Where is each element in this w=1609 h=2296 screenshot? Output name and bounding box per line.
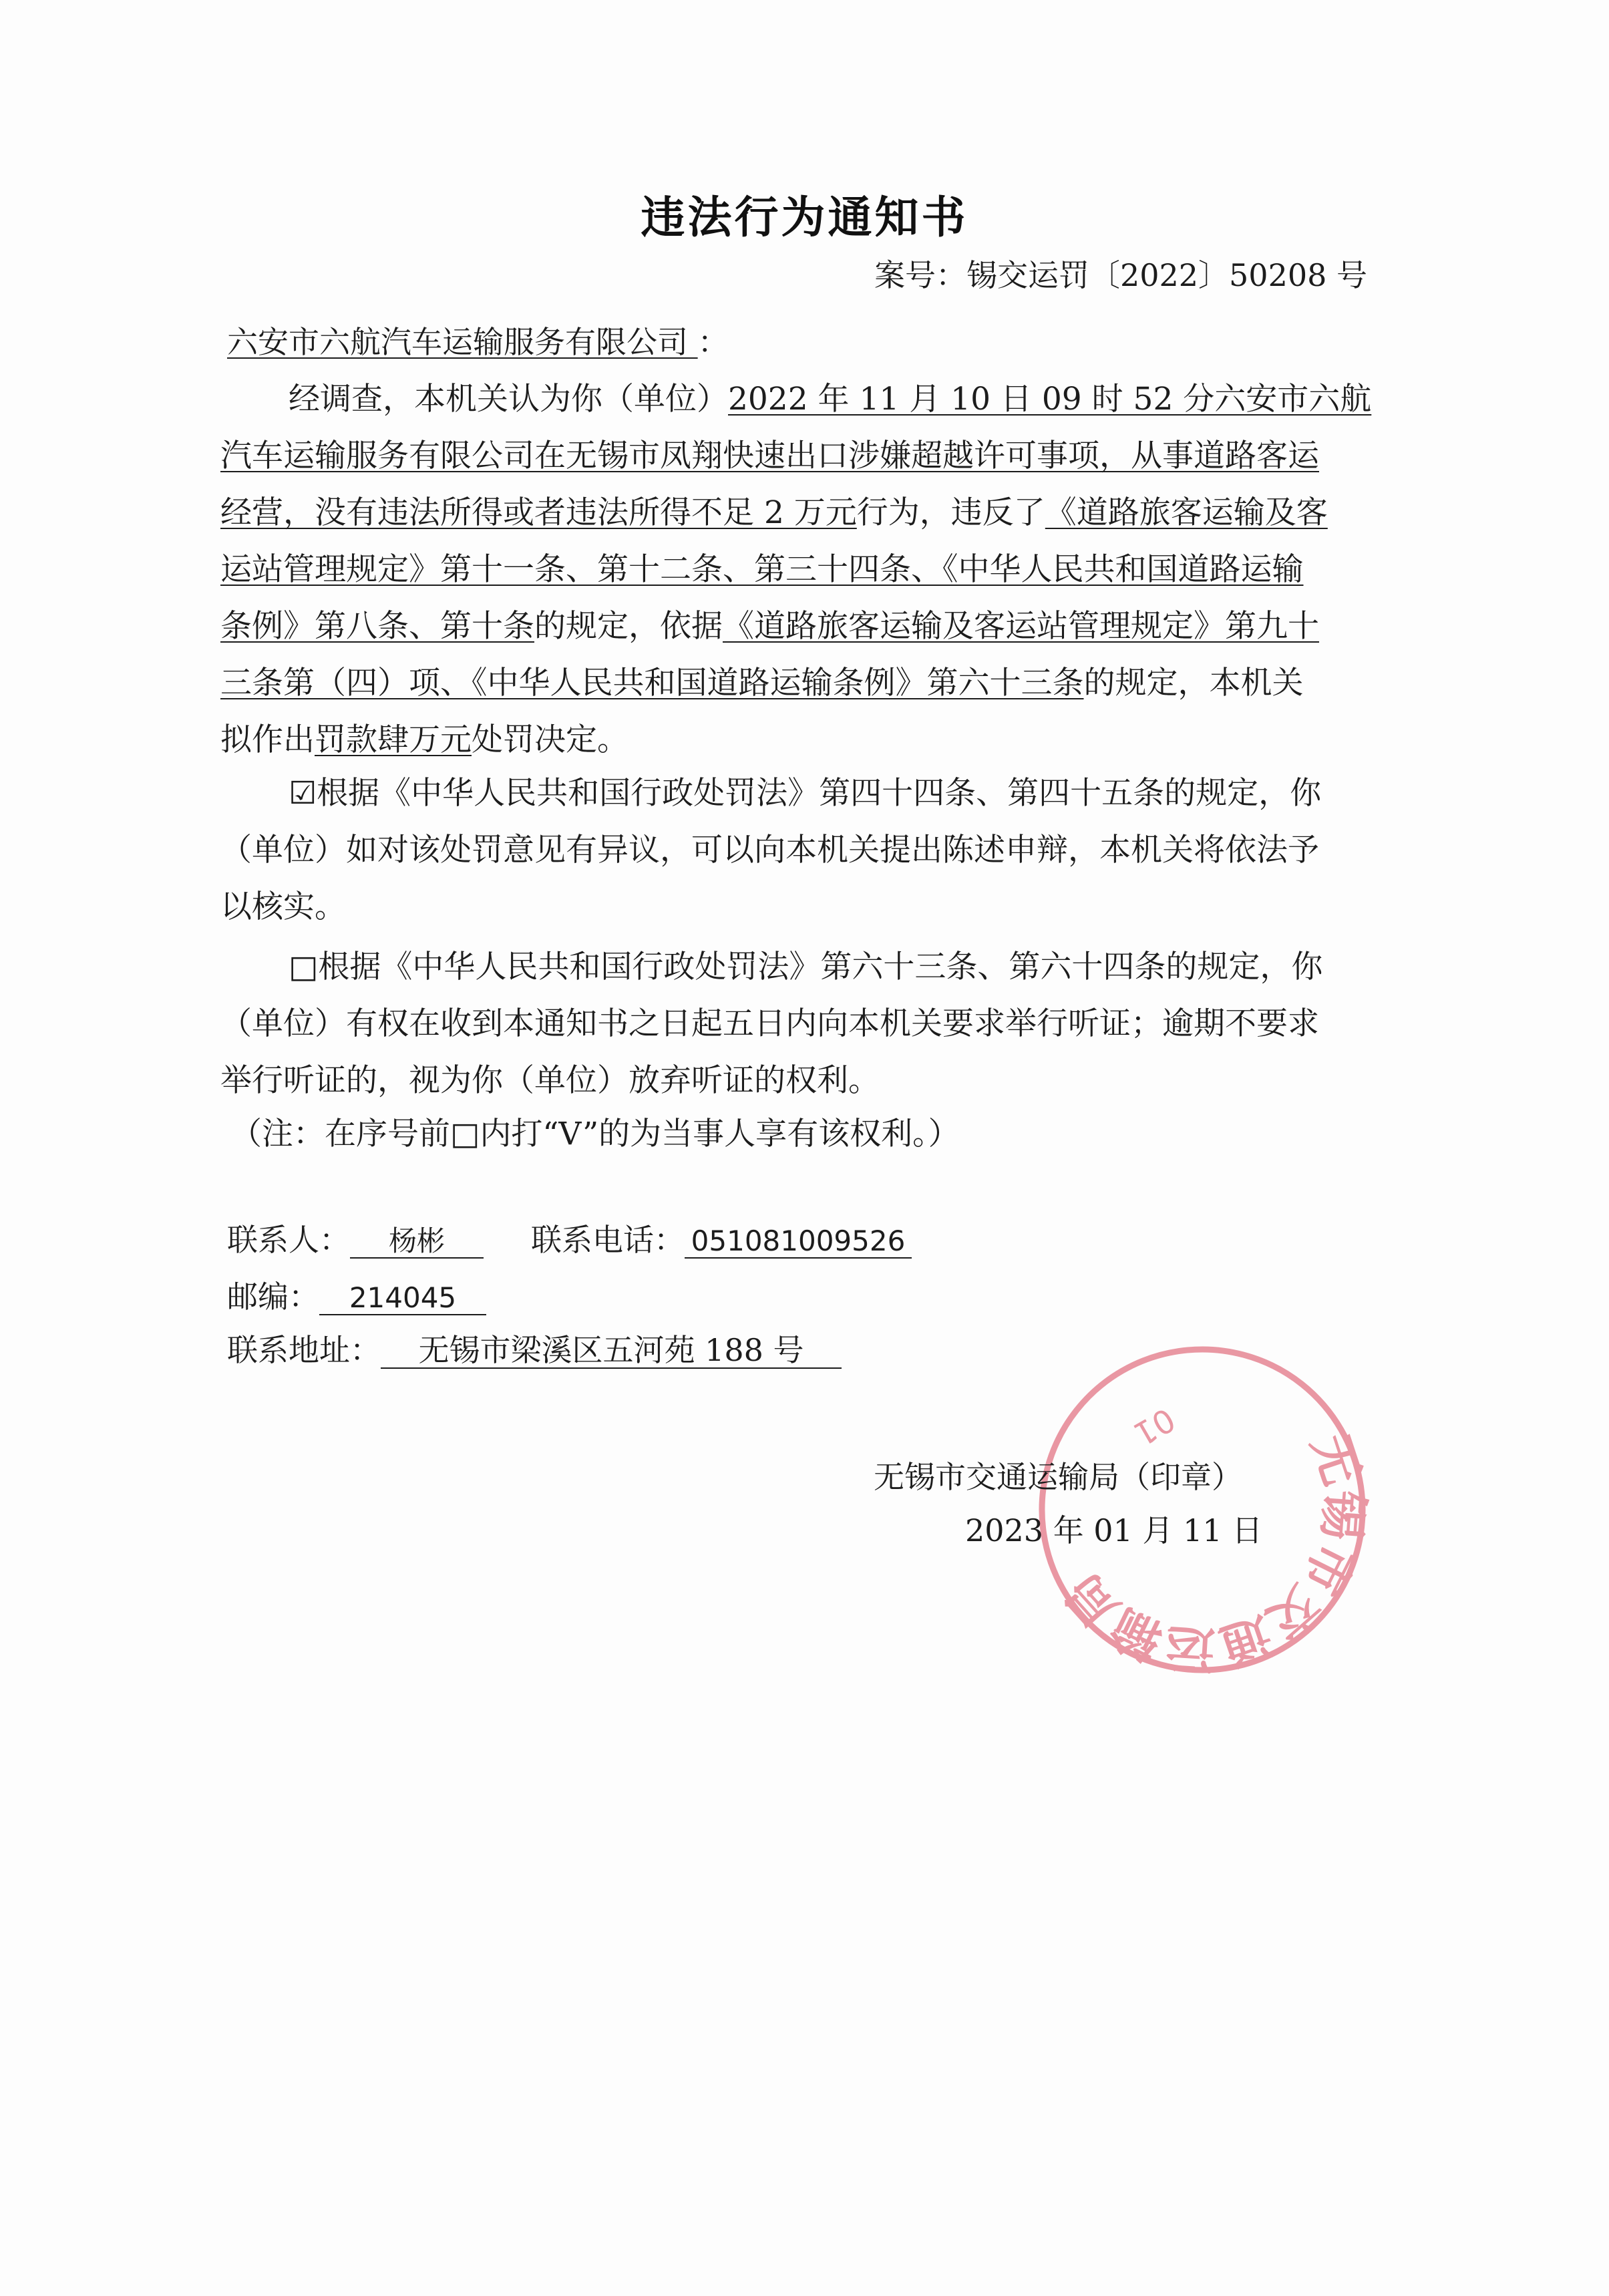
option-1-line bbox=[220, 825, 1319, 870]
text-span: 根据《中华人民共和国行政处罚法》第四十四条、第四十五条的规定，你 bbox=[317, 775, 1322, 812]
underlined-span: 条例》第八条、第十条 bbox=[220, 608, 534, 645]
underlined-span: 运站管理规定》第十一条、第十二条、第三十四条、《中华人民共和国道路运输 bbox=[220, 551, 1304, 588]
underlined-span: 经营，没有违法所得或者违法所得不足 2 万元 bbox=[220, 494, 857, 531]
text-span: 以核实。 bbox=[220, 888, 346, 925]
text-span: 经调查，本机关认为你（单位） bbox=[289, 381, 728, 418]
addressee-colon: ： bbox=[697, 324, 729, 360]
text-span: 行为，违反了 bbox=[856, 494, 1045, 531]
paragraph-line bbox=[220, 544, 1304, 589]
seal-code: 01 bbox=[1127, 1400, 1182, 1453]
text-span: 的规定，本机关 bbox=[1083, 665, 1304, 701]
contact-phone-row bbox=[531, 1216, 912, 1260]
paragraph-line bbox=[220, 658, 1304, 703]
contact-person-row bbox=[227, 1216, 484, 1260]
underlined-span: 《道路旅客运输及客 bbox=[1045, 494, 1328, 531]
text-span: 的规定，依据 bbox=[534, 608, 723, 645]
checked-box-icon: ☑ bbox=[289, 775, 317, 812]
option-2-line bbox=[289, 942, 1322, 987]
underlined-span: 2022 年 11 月 10 日 09 时 52 分六安市六航 bbox=[728, 381, 1372, 418]
text-span: 拟作出 bbox=[220, 721, 315, 758]
contact-person-value: 杨彬 bbox=[350, 1226, 484, 1259]
issue-date: 2023 年 01 月 11 日 bbox=[965, 1512, 1263, 1548]
paragraph-line bbox=[220, 601, 1319, 646]
underlined-span: 罚款肆万元 bbox=[315, 721, 472, 758]
address-row bbox=[227, 1326, 842, 1370]
paragraph-line bbox=[289, 374, 1371, 419]
postcode-value: 214045 bbox=[319, 1283, 486, 1315]
text-span: 处罚决定。 bbox=[472, 721, 629, 758]
option-2-line bbox=[220, 1055, 880, 1100]
postcode-label: 邮编： bbox=[227, 1279, 319, 1315]
contact-phone-value: 051081009526 bbox=[685, 1226, 912, 1259]
case-number: 案号：锡交运罚〔2022〕50208 号 bbox=[874, 257, 1367, 293]
postcode-row bbox=[227, 1273, 486, 1317]
text-span: 根据《中华人民共和国行政处罚法》第六十三条、第六十四条的规定，你 bbox=[318, 949, 1323, 985]
option-1-line bbox=[220, 882, 346, 927]
underlined-span: 三条第（四）项、《中华人民共和国道路运输条例》第六十三条 bbox=[220, 665, 1084, 701]
paragraph-line bbox=[220, 715, 629, 760]
paragraph-line bbox=[220, 431, 1319, 476]
underlined-span: 《道路旅客运输及客运站管理规定》第九十 bbox=[723, 608, 1319, 645]
text-span: 举行听证的，视为你（单位）放弃听证的权利。 bbox=[220, 1062, 880, 1099]
unchecked-box-icon: □ bbox=[289, 949, 319, 985]
address-value: 无锡市梁溪区五河苑 188 号 bbox=[381, 1334, 842, 1369]
paragraph-line bbox=[220, 488, 1328, 532]
text-span: （单位）有权在收到本通知书之日起五日内向本机关要求举行听证；逾期不要求 bbox=[220, 1005, 1319, 1042]
address-label: 联系地址： bbox=[227, 1332, 381, 1368]
addressee bbox=[227, 318, 729, 362]
contact-person-label: 联系人： bbox=[227, 1222, 350, 1258]
underlined-span: 汽车运输服务有限公司在无锡市凤翔快速出口涉嫌超越许可事项，从事道路客运 bbox=[220, 438, 1319, 474]
addressee-name: 六安市六航汽车运输服务有限公司 bbox=[227, 324, 698, 360]
document-title: 违法行为通知书 bbox=[641, 192, 968, 243]
note: （注：在序号前□内打“V”的为当事人享有该权利。） bbox=[230, 1116, 960, 1152]
option-1-line bbox=[289, 768, 1321, 813]
text-span: （单位）如对该处罚意见有异议，可以向本机关提出陈述申辩，本机关将依法予 bbox=[220, 832, 1319, 868]
seal-text: 无锡市交通运输局 bbox=[1054, 1427, 1373, 1678]
issuer: 无锡市交通运输局（印章） bbox=[874, 1459, 1242, 1495]
contact-phone-label: 联系电话： bbox=[531, 1222, 685, 1258]
option-2-line bbox=[220, 999, 1319, 1043]
